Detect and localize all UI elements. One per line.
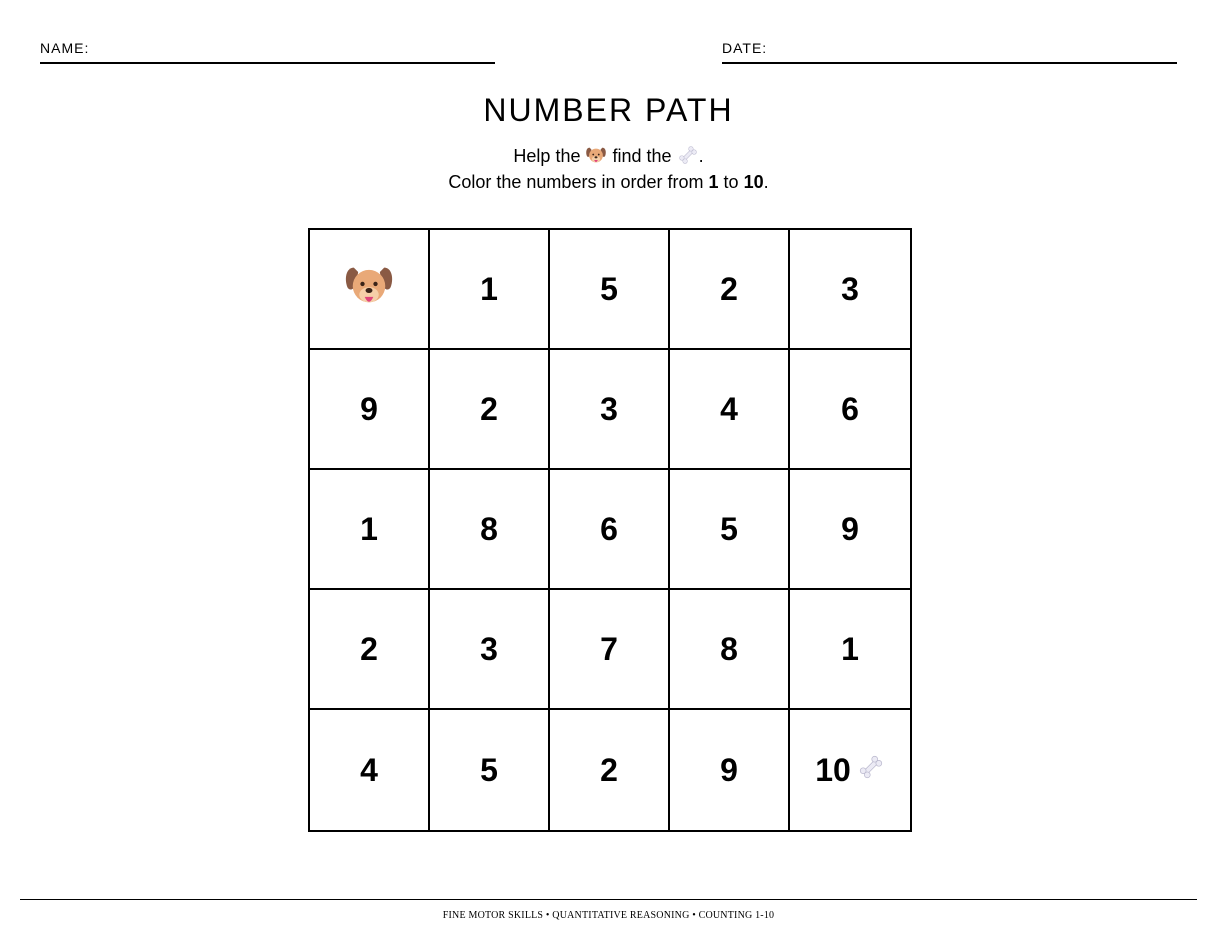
grid-cell[interactable]: 1 [790,590,910,710]
name-label: NAME: [40,40,90,56]
grid-cell[interactable]: 5 [430,710,550,830]
dog-face-icon [343,259,395,319]
grid-cell[interactable]: 8 [670,590,790,710]
grid-cell[interactable]: 6 [550,470,670,590]
dog-face-icon [585,144,607,171]
grid-cell[interactable]: 4 [310,710,430,830]
grid-cell[interactable]: 2 [430,350,550,470]
grid-cell-start[interactable] [310,230,430,350]
goal-number: 10 [815,751,851,788]
date-label: DATE: [722,40,768,56]
grid-cell[interactable]: 6 [790,350,910,470]
grid-cell[interactable]: 3 [790,230,910,350]
grid-cell[interactable]: 3 [550,350,670,470]
grid-cell[interactable]: 2 [670,230,790,350]
grid-cell[interactable]: 3 [430,590,550,710]
grid-cell[interactable]: 1 [430,230,550,350]
footer-text: FINE MOTOR SKILLS • QUANTITATIVE REASONING • COUNTING 1-10 [442,910,775,921]
bone-icon [677,144,699,171]
grid-cell[interactable]: 5 [670,470,790,590]
name-field[interactable] [40,40,495,64]
grid-cell[interactable]: 9 [790,470,910,590]
instruction-line-2: Color the numbers in order from 1 to 10. [448,172,769,192]
grid-cell[interactable]: 7 [550,590,670,710]
instruction-line-1: Help the find the . [0,144,1217,171]
grid-cell[interactable]: 9 [670,710,790,830]
grid-cell[interactable]: 1 [310,470,430,590]
date-field[interactable] [722,40,1177,64]
start-number: 1 [708,172,719,192]
grid-cell[interactable]: 5 [550,230,670,350]
bone-icon [857,752,885,789]
grid-cell[interactable]: 8 [430,470,550,590]
instructions [0,144,1217,193]
grid-cell[interactable]: 4 [670,350,790,470]
footer-divider [20,899,1197,900]
grid-cell[interactable]: 9 [310,350,430,470]
page-title: NUMBER PATH [483,92,734,128]
end-number: 10 [743,172,764,192]
number-path-grid [308,228,912,832]
grid-cell-goal[interactable] [790,710,910,830]
grid-cell[interactable]: 2 [310,590,430,710]
grid-cell[interactable]: 2 [550,710,670,830]
